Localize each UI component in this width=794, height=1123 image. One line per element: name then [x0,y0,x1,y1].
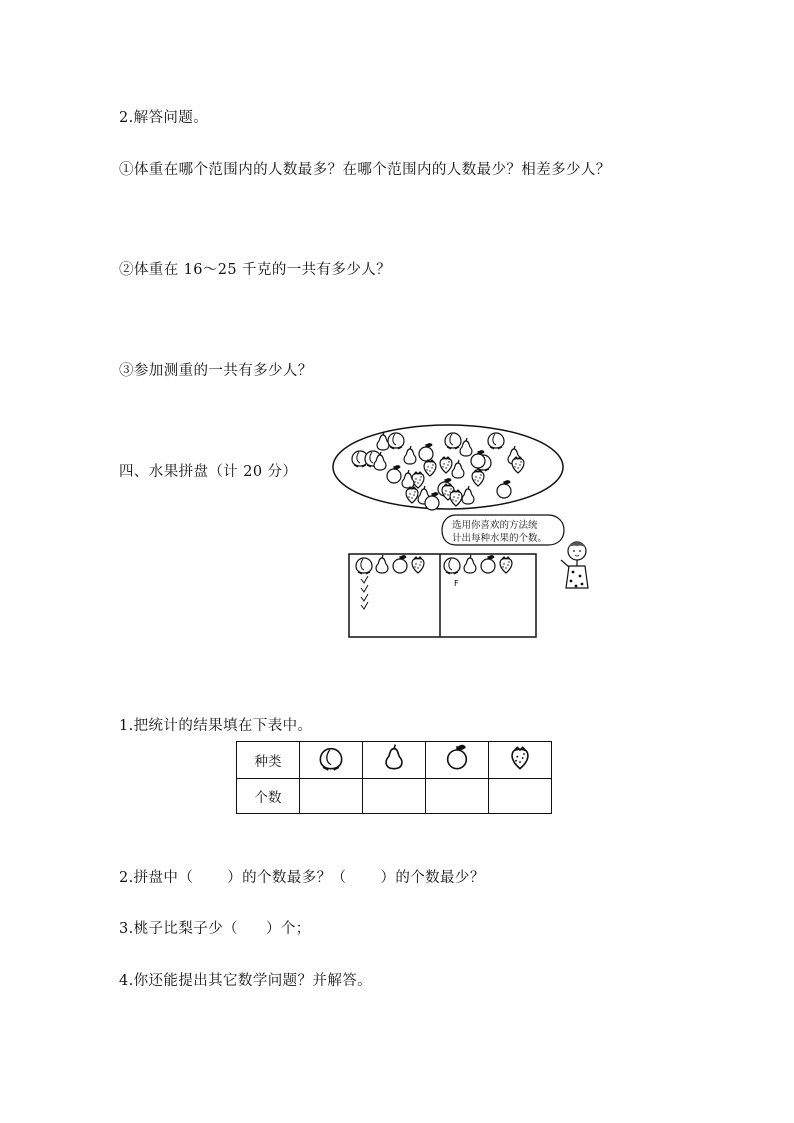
fruit-count-table [236,741,552,814]
speech-line-2: 计出每种水果的个数。 [452,533,548,544]
strawberry-icon [502,742,538,774]
tally-box [348,553,538,639]
question-peach-vs-pear [119,917,311,938]
q2-part1: 2.拼盘中（ [119,870,194,886]
question-fill-table: 1.把统计的结果填在下表中。 [119,718,313,734]
peach-cell [300,742,363,779]
tally-mark: F [454,579,459,588]
table-row [237,742,552,779]
apple-cell [426,742,489,779]
peach-count-cell[interactable] [300,779,363,814]
question-1-text: ①体重在哪个范围内的人数最多？在哪个范围内的人数最少？相差多少人？ [119,162,611,178]
section-title: 四、水果拼盘（计 20 分） [119,464,298,480]
q3-part2: ）个； [265,921,311,937]
question-2-text: ②体重在 16～25 千克的一共有多少人？ [119,262,392,278]
fruit-plate-illustration [328,420,568,515]
question-open-ended: 4.你还能提出其它数学问题？并解答。 [119,973,373,989]
q2-part2: ）的个数最多？（ [227,870,347,886]
speech-bubble [440,513,570,551]
pear-icon [376,742,412,774]
strawberry-cell [489,742,552,779]
apple-icon [439,742,475,774]
row-label-count: 个数 [237,779,300,814]
q2-part3: ）的个数最少？ [380,870,485,886]
question-most-least [119,866,485,887]
section-heading: 2.解答问题。 [119,110,209,126]
pear-cell [363,742,426,779]
row-label-kind: 种类 [237,742,300,779]
peach-icon [313,742,349,774]
apple-count-cell[interactable] [426,779,489,814]
speech-line-1: 选用你喜欢的方法统 [452,520,538,531]
table-row [237,779,552,814]
girl-illustration [556,536,596,592]
pear-count-cell[interactable] [363,779,426,814]
strawberry-count-cell[interactable] [489,779,552,814]
question-3-text: ③参加测重的一共有多少人？ [119,363,313,379]
q3-part1: 3.桃子比梨子少（ [119,921,238,937]
